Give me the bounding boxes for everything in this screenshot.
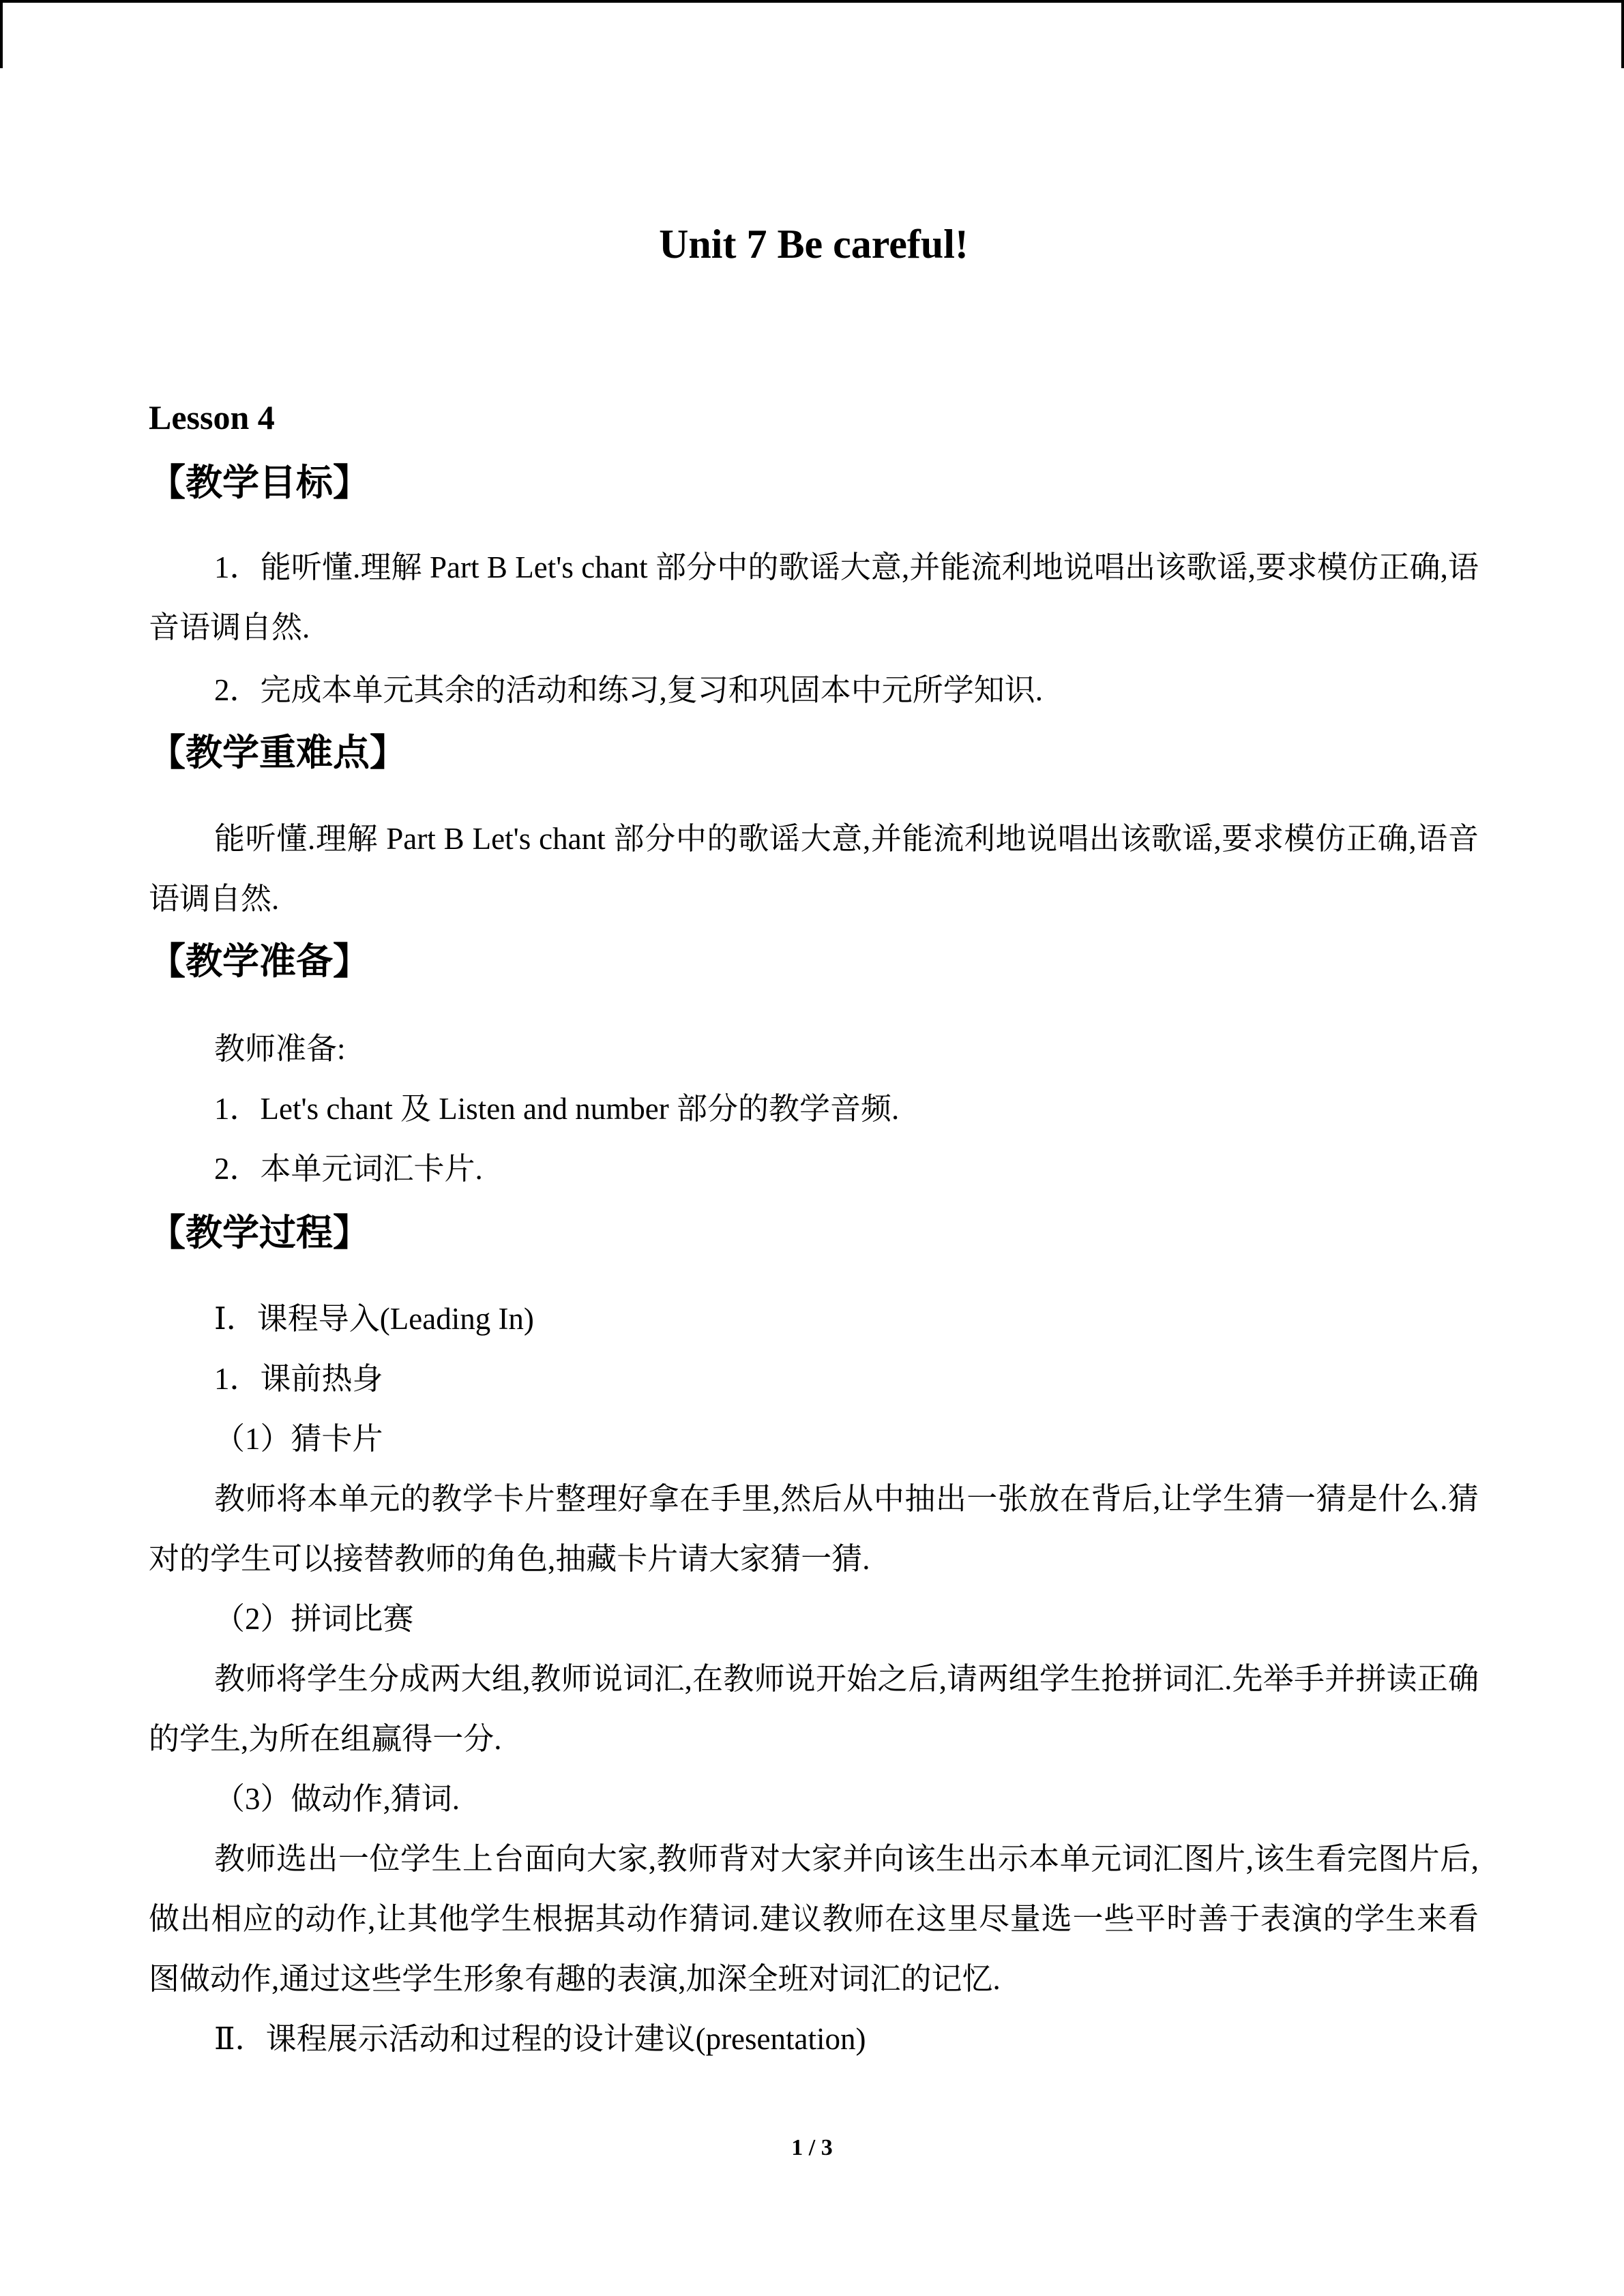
process-line-5: （3）做动作,猜词.	[214, 1782, 460, 1816]
preparation-line-2: 1．Let's chant 及 Listen and number 部分的教学音频.	[214, 1092, 900, 1126]
process-heading: 【教学过程】	[149, 1211, 370, 1254]
goals-paragraph-2: 2．完成本单元其余的活动和练习,复习和巩固本中元所学知识.	[214, 673, 1044, 707]
page-right-border	[1621, 0, 1624, 68]
page-top-border	[0, 0, 1624, 3]
goals-paragraph-1: 1．能听懂.理解 Part B Let's chant 部分中的歌谣大意,并能流利地说唱出该歌谣,要求模仿正确,语音语调自然.	[149, 550, 1479, 644]
process-paragraph-3: 教师选出一位学生上台面向大家,教师背对大家并向该生出示本单元词汇图片,该生看完图片后,做出相应的动作,让其他学生根据其动作猜词.建议教师在这里尽量选一些平时善于表演的学生来看图做动作,通过这些学生形象有趣的表演,加深全班对词汇的记忆.	[149, 1842, 1479, 1996]
preparation-line-3: 2．本单元词汇卡片.	[214, 1152, 483, 1186]
preparation-heading: 【教学准备】	[149, 940, 370, 983]
lesson-label: Lesson 4	[149, 398, 275, 436]
process-paragraph-2: 教师将学生分成两大组,教师说词汇,在教师说开始之后,请两组学生抢拼词汇.先举手并拼读正确的学生,为所在组赢得一分.	[149, 1662, 1479, 1756]
process-line-4: （2）拼词比赛	[214, 1602, 414, 1636]
keypoints-paragraph: 能听懂.理解 Part B Let's chant 部分中的歌谣大意,并能流利地说唱出该歌谣,要求模仿正确,语音语调自然.	[149, 822, 1479, 916]
document-title: Unit 7 Be careful!	[659, 222, 969, 267]
process-paragraph-1: 教师将本单元的教学卡片整理好拿在手里,然后从中抽出一张放在背后,让学生猜一猜是什么.猜对的学生可以接替教师的角色,抽藏卡片请大家猜一猜.	[149, 1482, 1479, 1576]
goals-heading: 【教学目标】	[149, 461, 370, 504]
process-line-6: Ⅱ．课程展示活动和过程的设计建议(presentation)	[214, 2022, 866, 2056]
process-line-2: 1．课前热身	[214, 1362, 383, 1396]
process-line-3: （1）猜卡片	[214, 1422, 383, 1456]
keypoints-heading: 【教学重难点】	[149, 731, 407, 774]
process-line-1: Ⅰ．课程导入(Leading In)	[214, 1302, 534, 1336]
page-number: 1 / 3	[791, 2135, 833, 2160]
preparation-line-1: 教师准备:	[214, 1032, 346, 1066]
page-left-border	[0, 0, 3, 68]
